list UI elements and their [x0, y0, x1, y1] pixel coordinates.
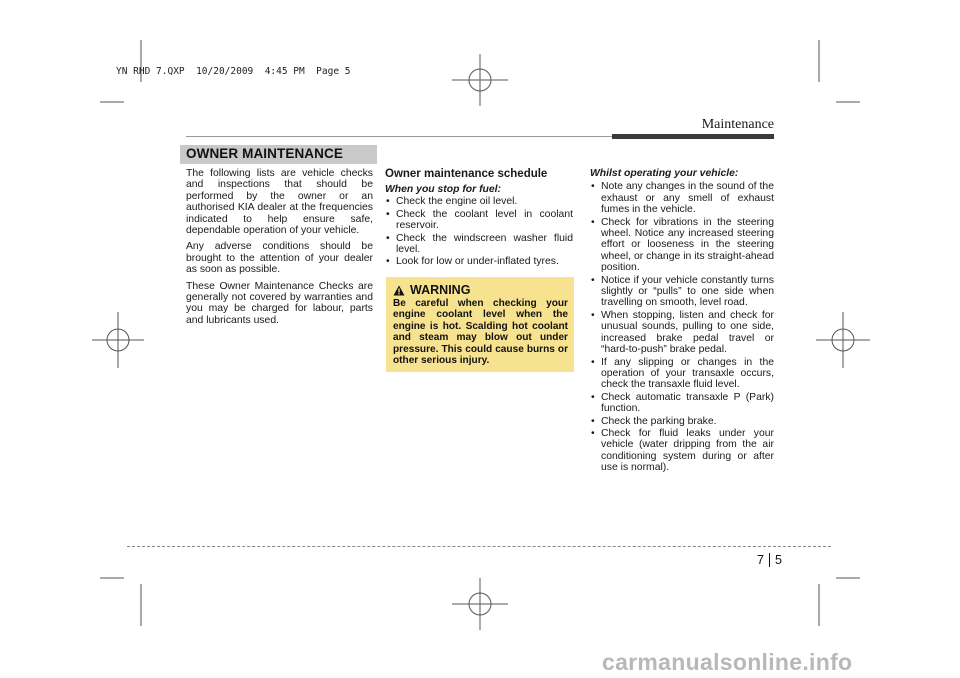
page-number-value: 5	[774, 553, 782, 567]
watermark-url[interactable]: carmanualsonline.info	[602, 649, 853, 675]
warning-header	[393, 283, 470, 297]
list-item: • Note any changes in the sound of the exhaust or any smell of exhaust fumes in the vehicle.	[590, 181, 774, 215]
intro-paragraph: Any adverse conditions should be brought to the attention of your dealer as soon as possible.	[186, 241, 373, 276]
list-item: • If any slipping or changes in the operation of your transaxle occurs, check the transaxle fluid level.	[590, 357, 774, 391]
print-slug: YN RHD 7.QXP 10/20/2009 4:45 PM Page 5	[116, 66, 351, 77]
list-item: • Check for vibrations in the steering wheel. Notice any increased steering effort or looseness in the steering wheel, or change in its straight-ahead position.	[590, 217, 774, 274]
intro-column	[186, 168, 373, 331]
header-rule-accent	[612, 134, 774, 139]
operating-subheading: Whilst operating your vehicle:	[590, 168, 739, 179]
fuel-stop-subheading: When you stop for fuel:	[385, 184, 502, 195]
operating-list	[590, 181, 774, 473]
schedule-column	[385, 168, 573, 269]
list-item: • Check automatic transaxle P (Park) function.	[590, 392, 774, 415]
list-item: • When stopping, listen and check for unusual sounds, pulling to one side, increased brake pedal travel or “hard-to-push” brake pedal.	[590, 310, 774, 356]
list-item: • Check the coolant level in coolant reservoir.	[385, 209, 573, 232]
list-item: • Notice if your vehicle constantly turns slightly or “pulls” to one side when travelling on smooth, level road.	[590, 275, 774, 309]
page-number	[757, 553, 782, 567]
list-item: • Look for low or under-inflated tyres.	[385, 256, 573, 267]
warning-title: WARNING	[410, 283, 471, 297]
list-item: • Check the parking brake.	[590, 416, 774, 427]
list-item: • Check for fluid leaks under your vehicle (water dripping from the air conditioning system during or after use is normal).	[590, 428, 774, 474]
intro-paragraph: These Owner Maintenance Checks are generally not covered by warranties and you may be charged for labour, parts and lubricants used.	[186, 280, 373, 326]
warning-text: Be careful when checking your engine coolant level when the engine is hot. Scalding hot coolant and steam may blow out under pressure. This could cause burns or other serious injury.	[393, 298, 568, 367]
list-item: • Check the windscreen washer fluid level.	[385, 233, 573, 256]
fuel-stop-list	[385, 196, 573, 267]
warning-triangle-icon	[393, 285, 405, 296]
header-rule	[186, 136, 612, 137]
chapter-title: Maintenance	[701, 117, 774, 132]
intro-paragraph: The following lists are vehicle checks and inspections that should be performed by the owner or an authorised KIA dealer at the frequencies indicated to help ensure safe, dependable operation of your vehicle.	[186, 168, 373, 237]
schedule-heading: Owner maintenance schedule	[385, 168, 548, 180]
chapter-number: 7	[757, 553, 764, 567]
footer-rule	[127, 546, 831, 547]
list-item: • Check the engine oil level.	[385, 196, 573, 207]
section-title: OWNER MAINTENANCE	[186, 146, 343, 161]
operating-column	[590, 168, 774, 475]
page-number-separator	[769, 553, 770, 567]
